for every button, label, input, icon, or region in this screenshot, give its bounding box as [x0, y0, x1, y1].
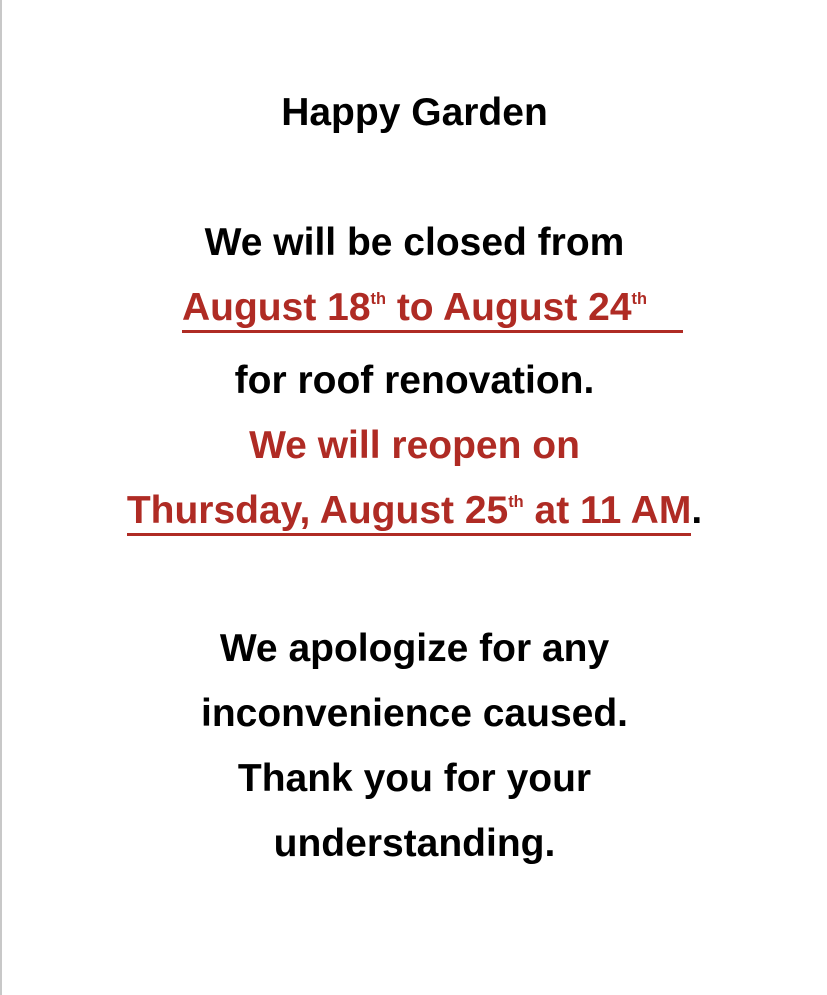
line-apology-1 [2, 616, 827, 681]
text-segment [220, 627, 609, 670]
notice-title: Happy Garden [281, 91, 548, 134]
text-run: inconvenience caused. [200, 692, 628, 735]
text-run: Thank you for your [237, 757, 592, 800]
text-run: We will be closed from [204, 221, 625, 264]
text-segment [205, 221, 625, 264]
notice-body [2, 210, 827, 876]
line-reopen-intro [2, 413, 827, 478]
text-run: at 11 AM [523, 489, 692, 532]
line-thanks-1 [2, 746, 827, 811]
apology-paragraph [2, 616, 827, 876]
text-run: understanding. [273, 822, 556, 865]
text-segment [249, 424, 580, 467]
line-thanks-2 [2, 811, 827, 876]
text-segment [201, 692, 628, 735]
ordinal-superscript: th [508, 492, 524, 511]
text-segment [274, 822, 556, 865]
line-closed-from [2, 210, 827, 275]
closure-paragraph [2, 210, 827, 551]
line-reason [2, 348, 827, 413]
line-closure-dates [2, 275, 827, 348]
text-segment [127, 489, 691, 536]
line-reopen-date [2, 478, 827, 551]
text-segment [238, 757, 591, 800]
text-run: We will reopen on [249, 424, 580, 467]
text-run: to August 24 [385, 286, 632, 329]
ordinal-superscript: th [370, 289, 386, 308]
ordinal-superscript: th [631, 289, 647, 308]
text-run: Thursday, August 25 [126, 489, 509, 532]
text-run: August 18 [182, 286, 371, 329]
text-segment [182, 286, 683, 333]
text-run: for roof renovation. [234, 359, 595, 402]
text-run: . [691, 489, 703, 532]
line-apology-2 [2, 681, 827, 746]
text-run: We apologize for any [219, 627, 610, 670]
text-segment [235, 359, 595, 402]
text-segment [691, 489, 702, 532]
